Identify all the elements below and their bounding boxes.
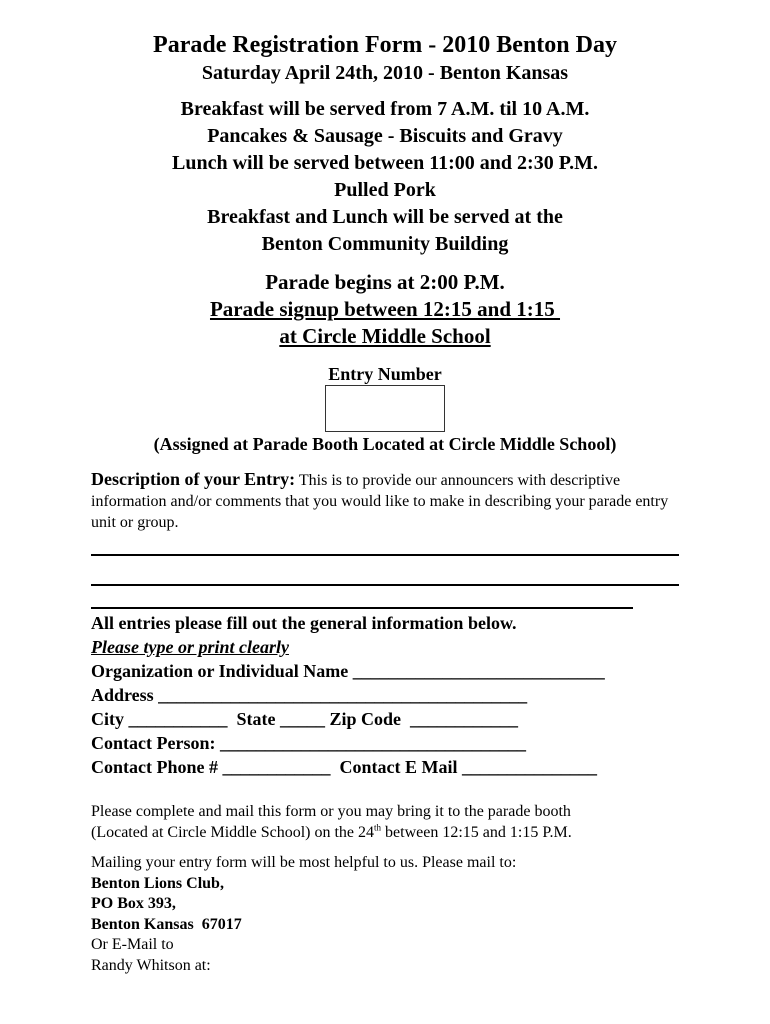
parade-begins: Parade begins at 2:00 P.M. bbox=[265, 270, 505, 294]
closing-instructions bbox=[91, 801, 711, 843]
closing-line-1: Please complete and mail this form or you may bring it to the parade booth bbox=[91, 803, 571, 820]
mailing-info bbox=[91, 853, 711, 976]
description-line-3[interactable] bbox=[91, 607, 633, 609]
form-title: Parade Registration Form - 2010 Benton Day bbox=[153, 32, 617, 58]
mailing-org: Benton Lions Club, bbox=[91, 874, 224, 892]
entry-assigned-note: (Assigned at Parade Booth Located at Circle Middle School) bbox=[153, 434, 617, 454]
closing-line-2a: (Located at Circle Middle School) on the 24 bbox=[91, 824, 375, 841]
entry-number-box[interactable] bbox=[325, 385, 445, 432]
info-line: Lunch will be served between 11:00 and 2:30 P.M. bbox=[172, 152, 598, 174]
organization-field[interactable]: Organization or Individual Name ____________________________ bbox=[91, 661, 605, 681]
general-information bbox=[91, 611, 711, 779]
general-instruction: Please type or print clearly bbox=[91, 637, 289, 657]
description-label: Description of your Entry: bbox=[91, 469, 296, 489]
info-line: Benton Community Building bbox=[261, 233, 509, 255]
info-line: Breakfast will be served from 7 A.M. til 10 A.M. bbox=[180, 98, 590, 120]
contact-person-field[interactable]: Contact Person: __________________________________ bbox=[91, 733, 526, 753]
entry-number-label: Entry Number bbox=[328, 364, 442, 384]
contact-phone-email-field[interactable]: Contact Phone # ____________ Contact E Mail _______________ bbox=[91, 757, 597, 777]
general-heading: All entries please fill out the general information below. bbox=[91, 613, 517, 633]
parade-info bbox=[0, 269, 770, 350]
mailing-po-box: PO Box 393, bbox=[91, 895, 176, 912]
info-line: Breakfast and Lunch will be served at the bbox=[207, 206, 563, 228]
entry-description bbox=[91, 469, 691, 533]
info-line: Pulled Pork bbox=[334, 179, 436, 201]
description-line-1[interactable] bbox=[91, 554, 679, 556]
form-subtitle: Saturday April 24th, 2010 - Benton Kansas bbox=[201, 62, 569, 84]
mailing-person: Randy Whitson at: bbox=[91, 956, 211, 974]
parade-signup-location: at Circle Middle School bbox=[279, 324, 491, 348]
mailing-or-email: Or E-Mail to bbox=[91, 936, 174, 953]
description-line-2[interactable] bbox=[91, 584, 679, 586]
mailing-intro: Mailing your entry form will be most helpful to us. Please mail to: bbox=[91, 854, 517, 871]
address-field[interactable]: Address _________________________________________ bbox=[91, 685, 528, 705]
city-state-zip-field[interactable]: City ___________ State _____ Zip Code ____________ bbox=[91, 709, 518, 729]
parade-signup: Parade signup between 12:15 and 1:15 bbox=[209, 297, 561, 321]
info-line: Pancakes & Sausage - Biscuits and Gravy bbox=[207, 125, 563, 147]
ordinal-suffix: th bbox=[374, 822, 382, 833]
description-text: This is to provide our announcers with descriptive information and/or comments that you would like to make in describing your parade entry unit or group. bbox=[91, 472, 669, 531]
event-info bbox=[0, 96, 770, 258]
closing-line-2b: between 12:15 and 1:15 P.M. bbox=[381, 824, 572, 841]
mailing-city: Benton Kansas 67017 bbox=[91, 915, 242, 933]
